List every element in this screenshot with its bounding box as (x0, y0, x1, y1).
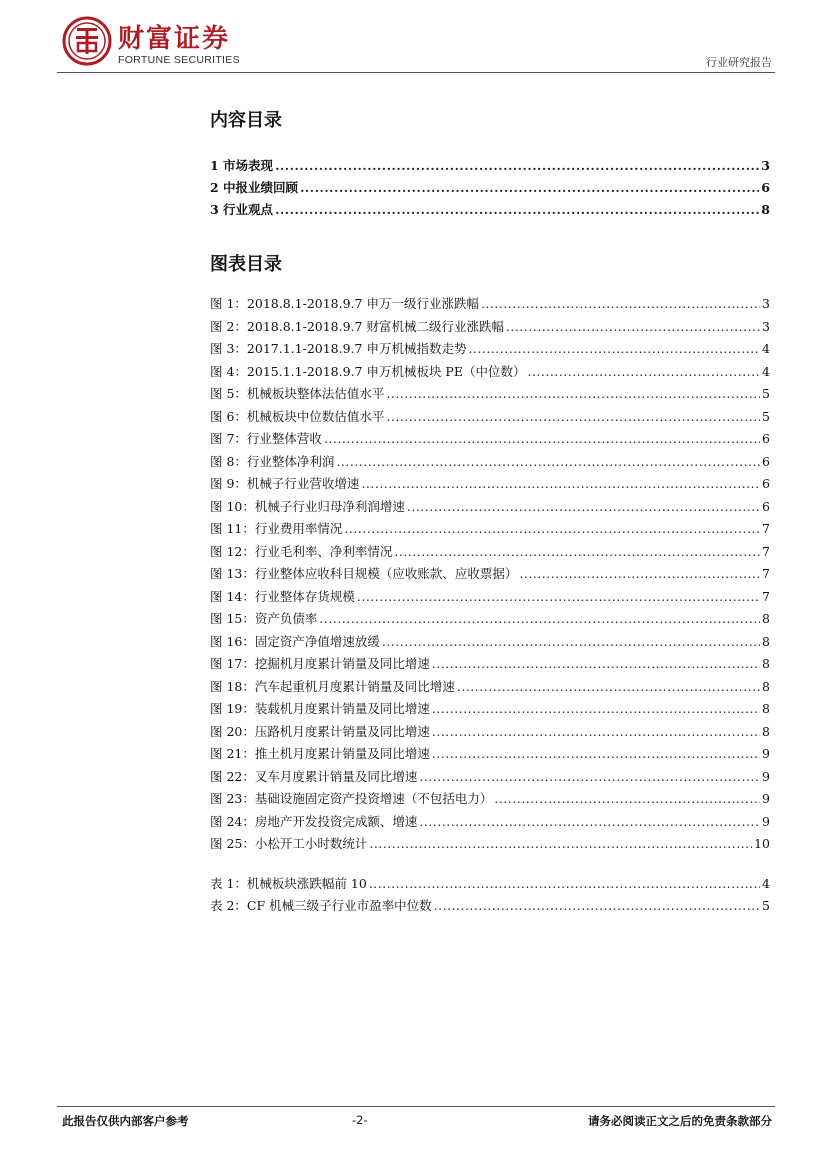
entry-label: 图 19：装载机月度累计销量及同比增速 (210, 701, 430, 716)
dot-leader (468, 341, 760, 356)
toc-entry[interactable] (210, 609, 770, 632)
entry-page-number: 8 (762, 633, 770, 649)
toc-entry[interactable] (210, 200, 770, 222)
entry-page-number: 5 (762, 898, 770, 913)
dot-leader (319, 611, 760, 626)
entry-page-number: 7 (762, 588, 770, 604)
entry-label: 图 15：资产负债率 (210, 611, 318, 626)
entry-label: 图 25：小松开工小时数统计 (210, 836, 368, 851)
logo-chinese-name: 财富证券 (118, 24, 231, 54)
entry-page-number: 3 (761, 158, 770, 173)
entry-page-number: 8 (762, 723, 770, 739)
toc-entry[interactable] (210, 722, 770, 745)
entry-label: 图 1：2018.8.1-2018.9.7 申万一级行业涨跌幅 (210, 296, 479, 311)
entry-label: 图 24：房地产开发投资完成额、增速 (210, 813, 418, 829)
dot-leader (369, 876, 760, 891)
dot-leader (419, 769, 760, 784)
logo-english-name: FORTUNE SECURITIES (118, 54, 240, 66)
toc-entry[interactable] (210, 429, 770, 452)
entry-page-number: 8 (762, 701, 770, 716)
dot-leader (419, 814, 760, 829)
toc-entry[interactable] (210, 744, 770, 767)
dot-leader (432, 656, 760, 671)
entry-page-number: 4 (762, 875, 770, 891)
toc-entry[interactable] (210, 339, 770, 362)
contents-title: 内容目录 (210, 110, 282, 131)
entry-label: 2 中报业绩回顾 (210, 180, 299, 195)
entry-page-number: 6 (762, 453, 770, 469)
entry-label: 图 10：机械子行业归母净利润增速 (210, 498, 405, 514)
entry-page-number: 6 (762, 431, 770, 446)
dot-leader (506, 319, 760, 334)
report-type-label: 行业研究报告 (706, 56, 772, 69)
entry-label: 表 1：机械板块涨跌幅前 10 (210, 875, 367, 891)
dot-leader (336, 454, 760, 469)
fortune-logo-icon (62, 16, 112, 66)
entry-page-number: 6 (762, 498, 770, 514)
dot-leader (344, 521, 760, 536)
toc-entry[interactable] (210, 294, 770, 317)
entry-page-number: 6 (762, 476, 770, 491)
footer-notice: 请务必阅读正文之后的免责条款部分 (588, 1114, 772, 1128)
entry-page-number: 3 (762, 296, 770, 311)
entry-page-number: 3 (762, 318, 770, 334)
toc-entry[interactable] (210, 654, 770, 677)
dot-leader (386, 386, 760, 401)
toc-entry[interactable] (210, 384, 770, 407)
entry-label: 图 5：机械板块整体法估值水平 (210, 386, 385, 401)
toc-entry[interactable] (210, 874, 770, 897)
dot-leader (300, 180, 759, 195)
toc-entry[interactable] (210, 812, 770, 835)
entry-label: 图 4：2015.1.1-2018.9.7 申万机械板块 PE（中位数） (210, 363, 526, 379)
entry-label: 图 17：挖掘机月度累计销量及同比增速 (210, 656, 430, 671)
tables-list (210, 874, 770, 919)
dot-leader (361, 476, 760, 491)
footer-disclaimer: 此报告仅供内部客户参考 (62, 1114, 189, 1128)
dot-leader (432, 701, 760, 716)
entry-label: 图 3：2017.1.1-2018.9.7 申万机械指数走势 (210, 341, 467, 356)
entry-page-number: 9 (762, 746, 770, 761)
toc-entry[interactable] (210, 317, 770, 340)
entry-page-number: 9 (762, 768, 770, 784)
entry-page-number: 8 (762, 656, 770, 671)
dot-leader (357, 589, 760, 604)
entry-label: 3 行业观点 (210, 202, 274, 217)
dot-leader (369, 836, 752, 851)
toc-entry[interactable] (210, 407, 770, 430)
dot-leader (394, 544, 760, 559)
toc-entry[interactable] (210, 834, 770, 857)
dot-leader (324, 431, 760, 446)
dot-leader (275, 202, 759, 217)
toc-entry[interactable] (210, 564, 770, 587)
entry-page-number: 10 (754, 836, 770, 851)
entry-page-number: 5 (762, 408, 770, 424)
toc-entry[interactable] (210, 767, 770, 790)
entry-label: 表 2：CF 机械三级子行业市盈率中位数 (210, 898, 432, 913)
entry-page-number: 6 (761, 180, 770, 195)
entry-page-number: 8 (761, 202, 770, 217)
toc-entry[interactable] (210, 156, 770, 178)
entry-page-number: 4 (762, 363, 770, 379)
entry-label: 图 16：固定资产净值增速放缓 (210, 633, 380, 649)
dot-leader (494, 791, 760, 806)
entry-label: 1 市场表现 (210, 158, 274, 173)
entry-page-number: 7 (762, 521, 770, 536)
entry-label: 图 12：行业毛利率、净利率情况 (210, 543, 393, 559)
entry-label: 图 11：行业费用率情况 (210, 521, 343, 536)
entry-page-number: 7 (762, 543, 770, 559)
toc-entry[interactable] (210, 178, 770, 200)
entry-label: 图 23：基础设施固定资产投资增速（不包括电力） (210, 791, 493, 806)
dot-leader (457, 679, 760, 694)
contents-list (210, 156, 770, 222)
dot-leader (386, 409, 760, 424)
entry-page-number: 8 (762, 678, 770, 694)
toc-entry[interactable] (210, 362, 770, 385)
dot-leader (519, 566, 760, 581)
dot-leader (407, 499, 760, 514)
dot-leader (432, 724, 760, 739)
entry-label: 图 7：行业整体营收 (210, 431, 322, 446)
entry-page-number: 9 (762, 813, 770, 829)
dot-leader (275, 158, 759, 173)
entry-page-number: 9 (762, 791, 770, 806)
entry-label: 图 20：压路机月度累计销量及同比增速 (210, 723, 430, 739)
toc-entry[interactable] (210, 519, 770, 542)
dot-leader (527, 364, 760, 379)
entry-page-number: 4 (762, 341, 770, 356)
toc-entry[interactable] (210, 896, 770, 919)
page-header (62, 14, 772, 72)
entry-page-number: 5 (762, 386, 770, 401)
entry-label: 图 22：叉车月度累计销量及同比增速 (210, 768, 418, 784)
entry-label: 图 6：机械板块中位数估值水平 (210, 408, 385, 424)
entry-label: 图 13：行业整体应收科目规模（应收账款、应收票据） (210, 566, 518, 581)
dot-leader (434, 898, 760, 913)
entry-label: 图 9：机械子行业营收增速 (210, 476, 360, 491)
toc-entry[interactable] (210, 587, 770, 610)
figures-title: 图表目录 (210, 254, 282, 275)
toc-entry[interactable] (210, 699, 770, 722)
entry-page-number: 7 (762, 566, 770, 581)
toc-entry[interactable] (210, 789, 770, 812)
toc-entry[interactable] (210, 497, 770, 520)
entry-label: 图 18：汽车起重机月度累计销量及同比增速 (210, 678, 455, 694)
toc-entry[interactable] (210, 542, 770, 565)
toc-entry[interactable] (210, 474, 770, 497)
dot-leader (382, 634, 760, 649)
entry-label: 图 14：行业整体存货规模 (210, 588, 355, 604)
toc-entry[interactable] (210, 452, 770, 475)
entry-label: 图 8：行业整体净利润 (210, 453, 335, 469)
dot-leader (481, 296, 760, 311)
toc-entry[interactable] (210, 677, 770, 700)
toc-entry[interactable] (210, 632, 770, 655)
figures-list (210, 294, 770, 857)
entry-label: 图 21：推土机月度累计销量及同比增速 (210, 746, 430, 761)
table-of-contents (210, 108, 770, 919)
page-number: -2- (352, 1113, 368, 1127)
dot-leader (432, 746, 760, 761)
entry-page-number: 8 (762, 611, 770, 626)
footer-divider (57, 1106, 775, 1107)
header-divider (57, 72, 775, 73)
entry-label: 图 2：2018.8.1-2018.9.7 财富机械二级行业涨跌幅 (210, 318, 504, 334)
